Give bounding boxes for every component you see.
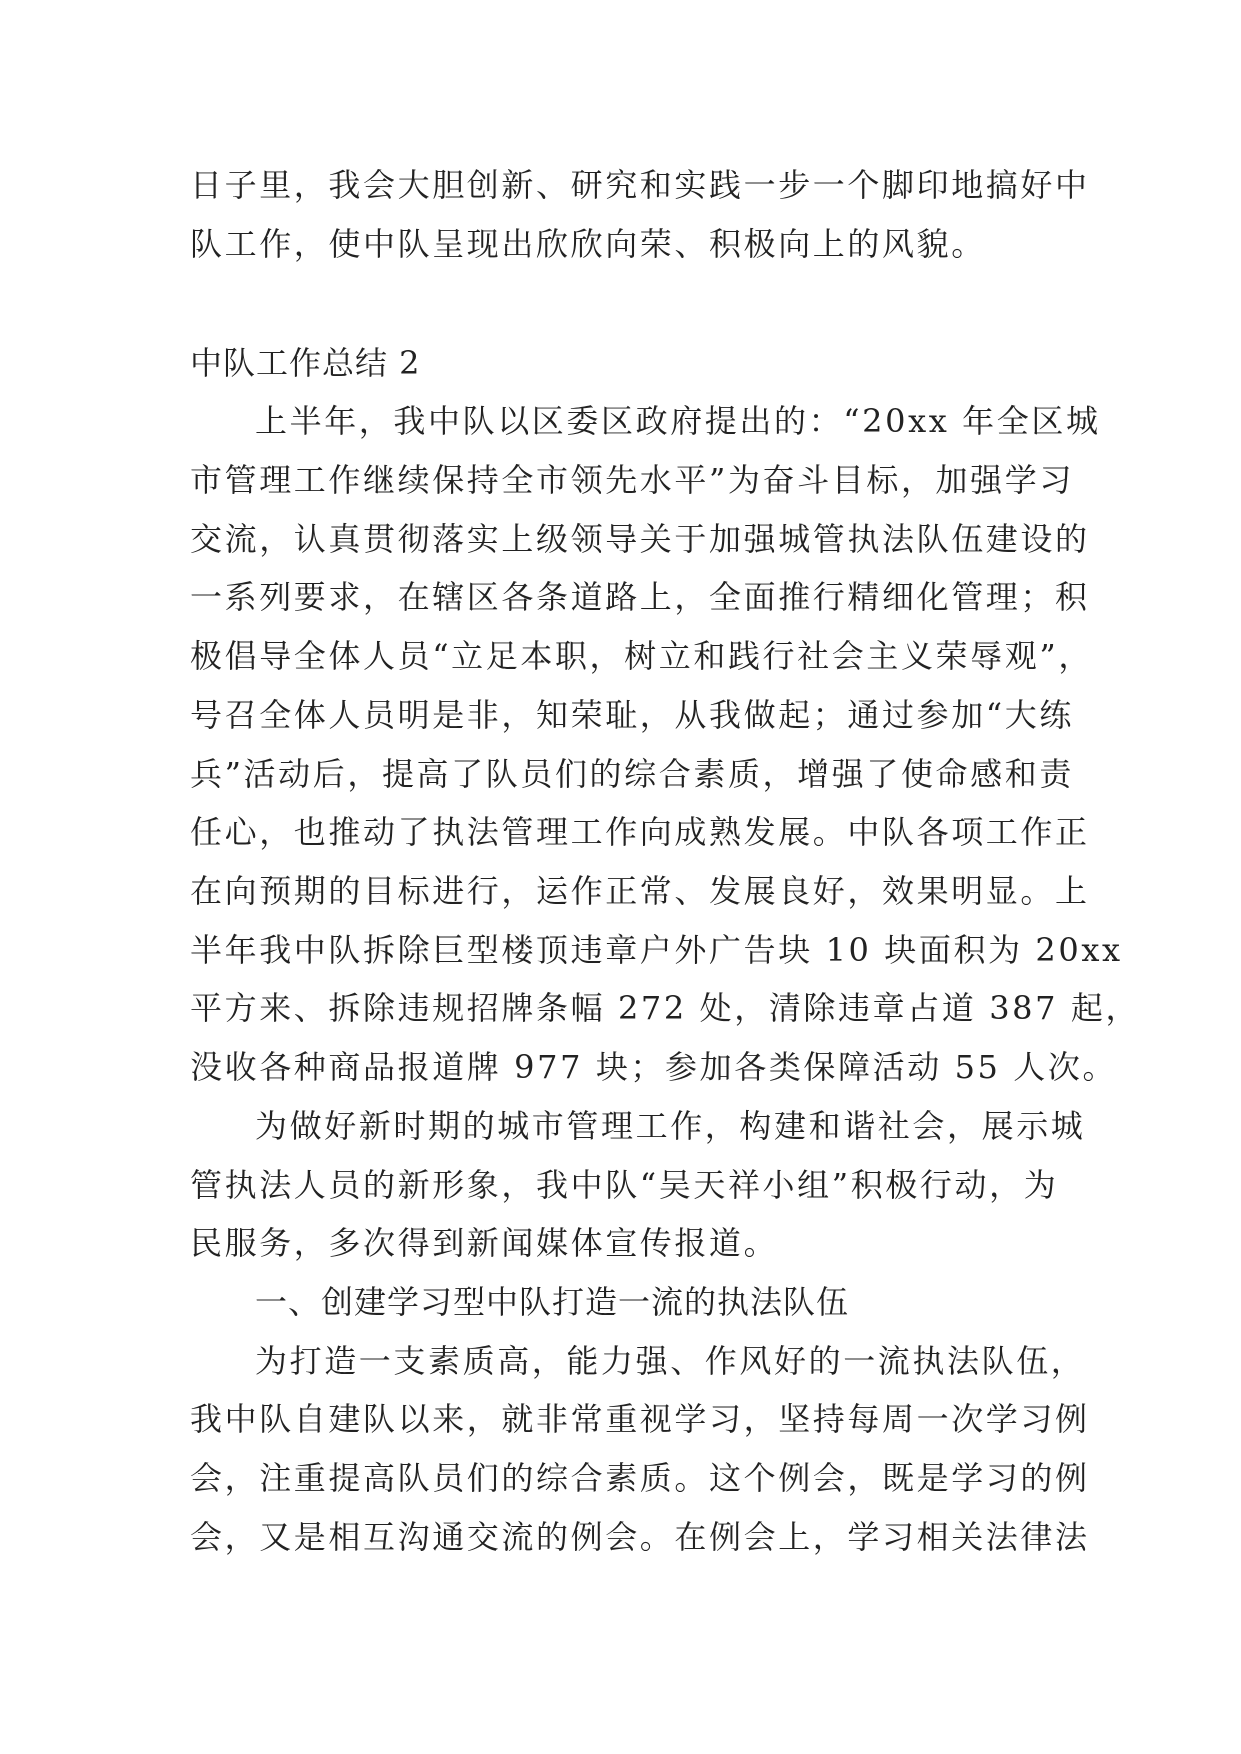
text-line: 上半年，我中队以区委区政府提出的：“20xx 年全区城 — [255, 402, 1101, 440]
text-line: 半年我中队拆除巨型楼顶违章户外广告块 10 块面积为 20xx — [190, 931, 1123, 969]
text-line: 交流，认真贯彻落实上级领导关于加强城管执法队伍建设的 — [190, 520, 1090, 558]
text-line: 极倡导全体人员“立足本职，树立和践行社会主义荣辱观”， — [190, 637, 1093, 675]
text-line: 民服务，多次得到新闻媒体宣传报道。 — [190, 1224, 779, 1262]
text-line: 没收各种商品报道牌 977 块；参加各类保障活动 55 人次。 — [190, 1048, 1118, 1086]
text-line: 我中队自建队以来，就非常重视学习，坚持每周一次学习例 — [190, 1400, 1090, 1438]
text-line: 管执法人员的新形象，我中队“吴天祥小组”积极行动，为 — [190, 1166, 1059, 1204]
text-line: 平方来、拆除违规招牌条幅 272 处，清除违章占道 387 起， — [190, 989, 1141, 1027]
text-line: 会，注重提高队员们的综合素质。这个例会，既是学习的例 — [190, 1459, 1090, 1497]
text-line: 为打造一支素质高，能力强、作风好的一流执法队伍， — [255, 1342, 1086, 1380]
text-line: 为做好新时期的城市管理工作，构建和谐社会，展示城 — [255, 1107, 1086, 1145]
section-title: 中队工作总结 2 — [190, 344, 421, 382]
text-line: 会，又是相互沟通交流的例会。在例会上，学习相关法律法 — [190, 1518, 1090, 1556]
text-line: 任心，也推动了执法管理工作向成熟发展。中队各项工作正 — [190, 813, 1090, 851]
text-line: 号召全体人员明是非，知荣耻，从我做起；通过参加“大练 — [190, 696, 1074, 734]
text-line: 市管理工作继续保持全市领先水平”为奋斗目标，加强学习 — [190, 461, 1074, 499]
text-line: 队工作，使中队呈现出欣欣向荣、积极向上的风貌。 — [190, 225, 986, 263]
text-line: 日子里，我会大胆创新、研究和实践一步一个脚印地搞好中 — [190, 166, 1090, 204]
text-line: 一系列要求，在辖区各条道路上，全面推行精细化管理；积 — [190, 578, 1090, 616]
text-line: 在向预期的目标进行，运作正常、发展良好，效果明显。上 — [190, 872, 1090, 910]
text-line: 兵”活动后，提高了队员们的综合素质，增强了使命感和责 — [190, 755, 1074, 793]
section-heading: 一、创建学习型中队打造一流的执法队伍 — [255, 1283, 850, 1321]
